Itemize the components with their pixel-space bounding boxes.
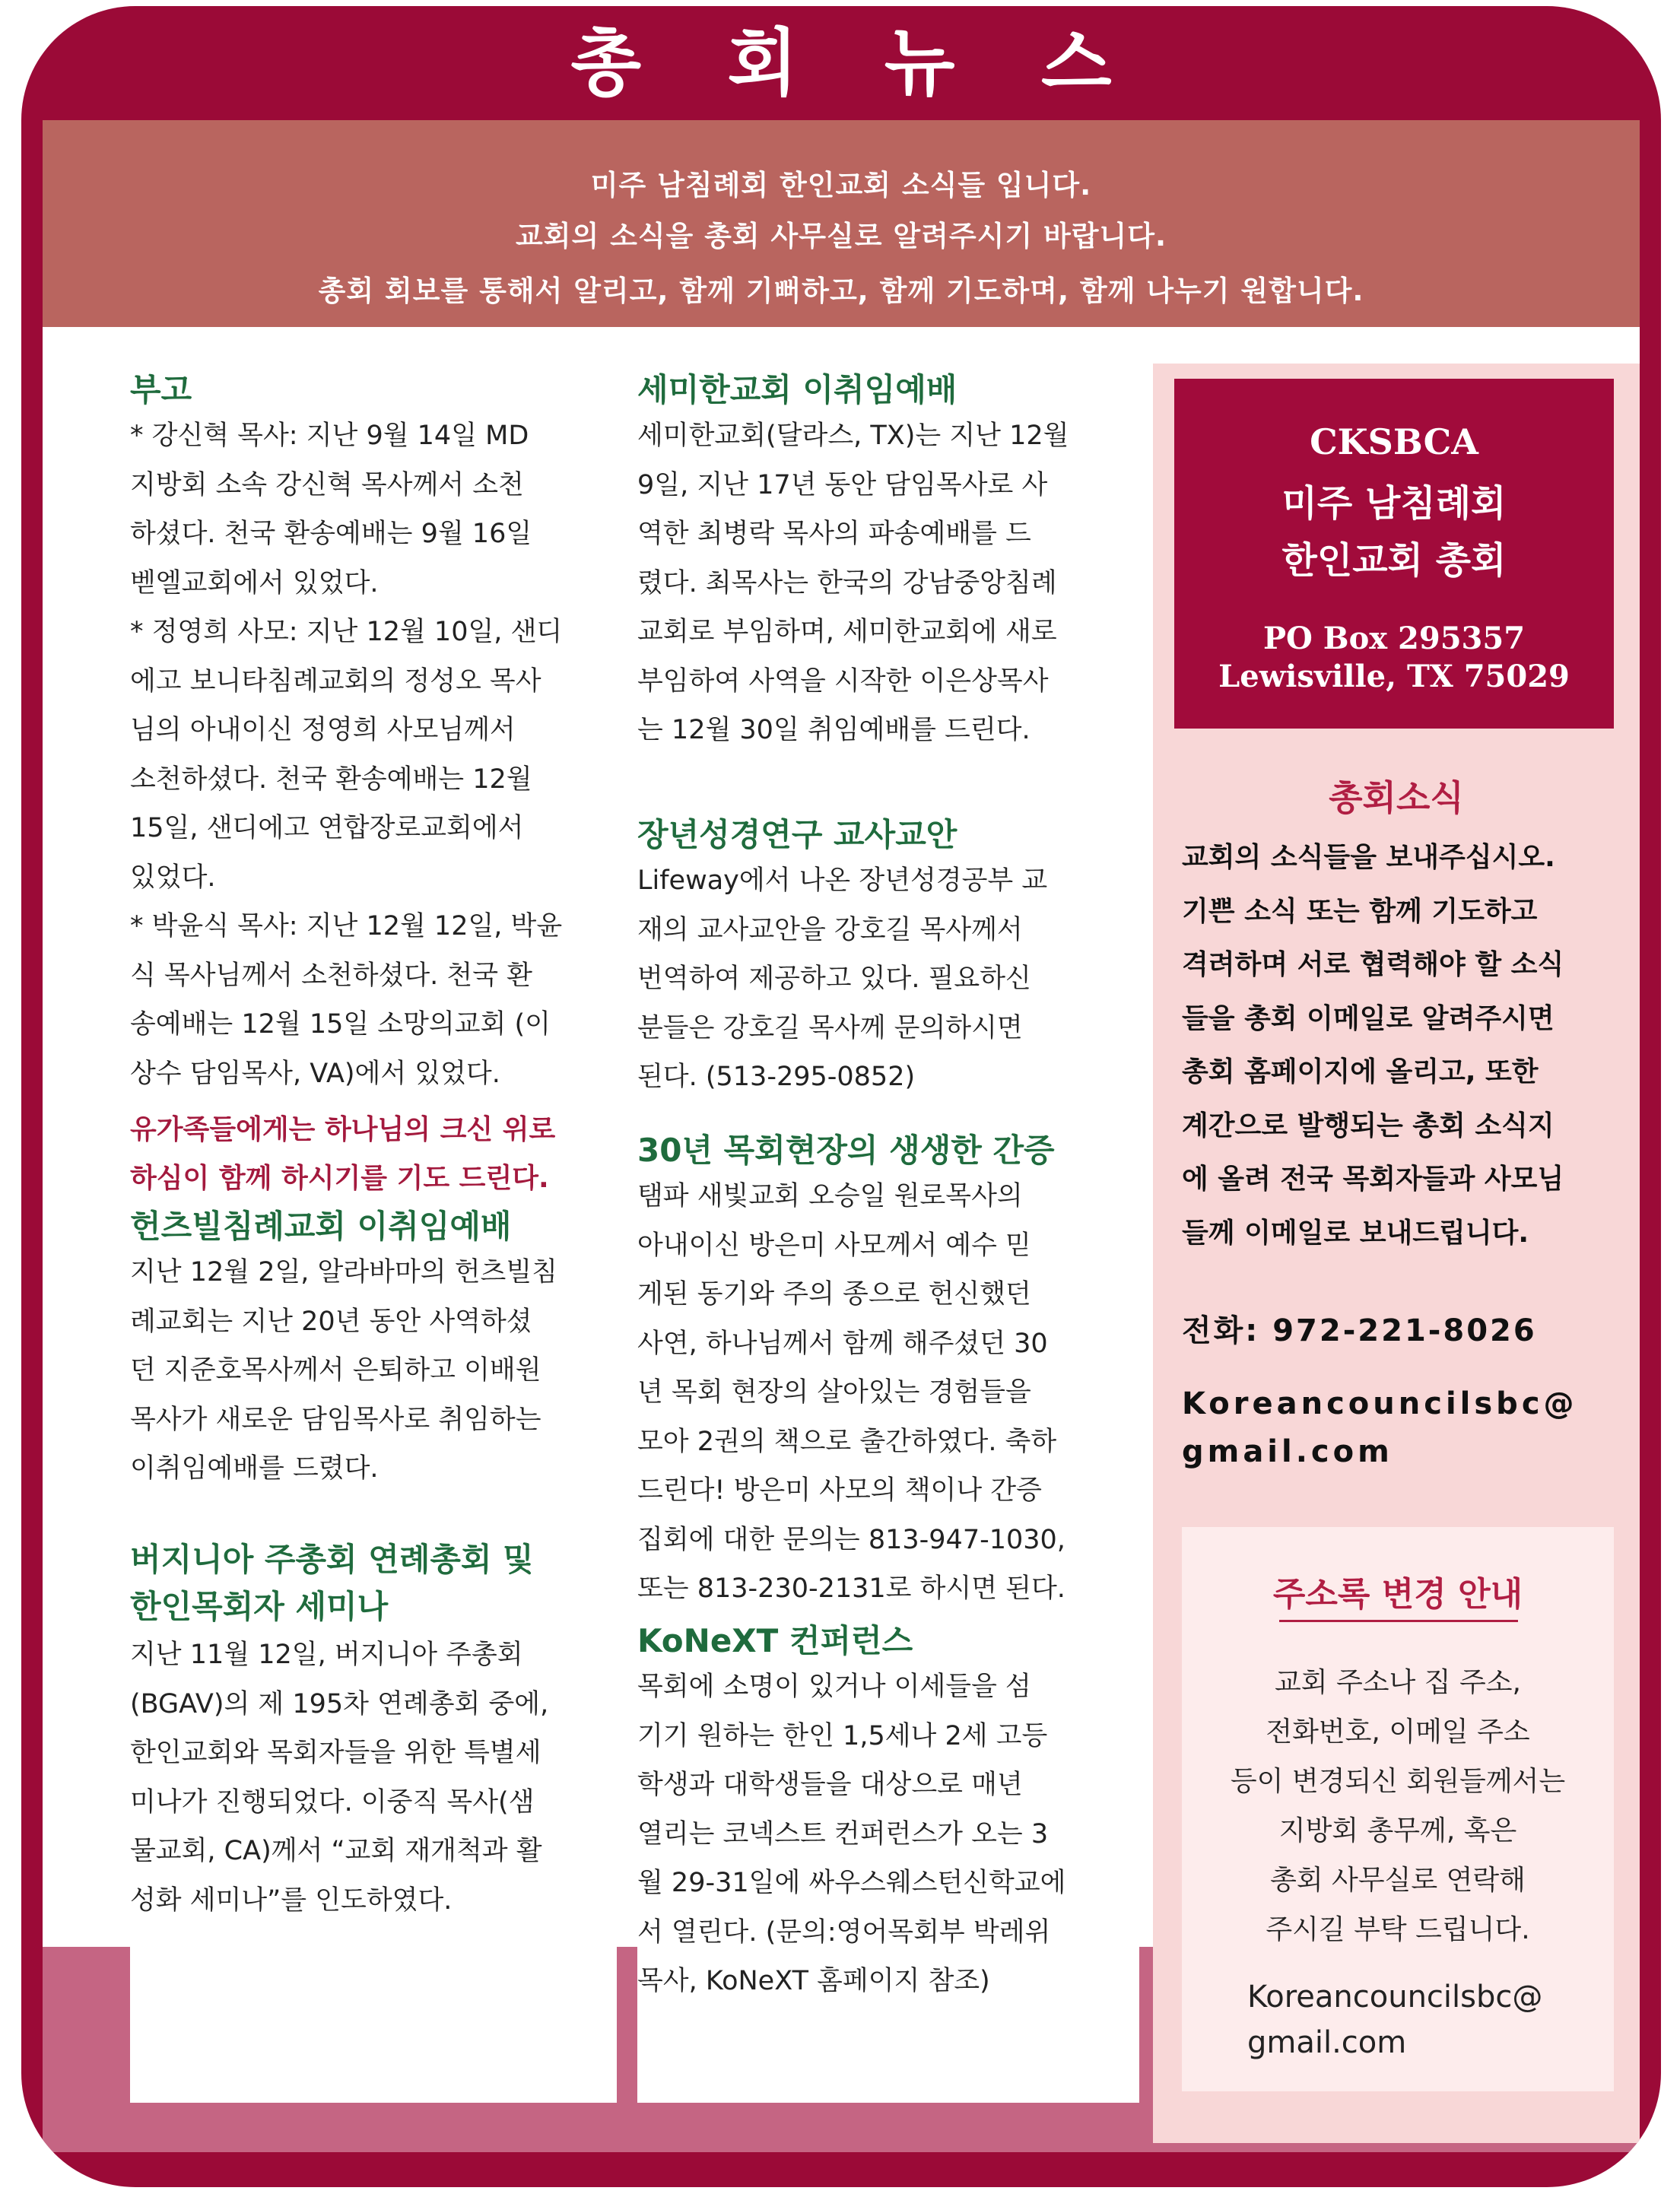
news-line: 총회 홈페이지에 올리고, 또한 (1182, 1056, 1539, 1087)
obituary-line: 15일, 샌디에고 연합장로교회에서 (130, 813, 524, 843)
virginia-line: 미나가 진행되었다. 이중직 목사(샘 (130, 1786, 535, 1818)
obituary-line: 소천하셨다. 천국 환송예배는 12월 (130, 764, 532, 795)
obituary-line: 님의 아내이신 정영희 사모님께서 (130, 715, 516, 745)
huntsville-line: 례교회는 지난 20년 동안 사역하셨 (130, 1306, 532, 1337)
address-change-line: 교회 주소나 집 주소, (1275, 1667, 1521, 1698)
address-email-line-2[interactable]: gmail.com (1247, 2025, 1407, 2060)
testimony-line: 모아 2권의 책으로 출간하였다. 축하 (637, 1426, 1057, 1457)
obituary-line: 상수 담임목사, VA)에서 있었다. (130, 1058, 500, 1089)
news-heading: 총회소식 (1329, 777, 1464, 818)
obituary-line: 에고 보니타침례교회의 정성오 목사 (130, 665, 541, 697)
konext-line: 목사, KoNeXT 홈페이지 참조) (637, 1966, 990, 1996)
address-change-line: 지방회 총무께, 혹은 (1278, 1815, 1517, 1846)
konext-line: 학생과 대학생들을 대상으로 매년 (637, 1770, 1023, 1800)
virginia-line: 지난 11월 12일, 버지니아 주총회 (130, 1640, 523, 1670)
konext-section (637, 1620, 1139, 2006)
obituary-section (130, 369, 617, 1203)
testimony-text (637, 1172, 1139, 1614)
testimony-line: 또는 813-230-2131로 하시면 된다. (637, 1573, 1065, 1604)
condolence-line-2: 하심이 함께 하시기를 기도 드린다. (130, 1163, 549, 1194)
obituary-line: * 강신혁 목사: 지난 9월 14일 MD (130, 421, 529, 451)
huntsville-line: 던 지준호목사께서 은퇴하고 이배원 (130, 1355, 541, 1386)
address-change-box (1182, 1527, 1614, 2091)
address-change-line: 주시길 부탁 드립니다. (1266, 1914, 1530, 1945)
konext-line: 서 열린다. (문의:영어목회부 박레위 (637, 1916, 1051, 1948)
semihan-line: 는 12월 30일 취임예배를 드린다. (637, 715, 1031, 745)
konext-line: 열리는 코넥스트 컨퍼런스가 오는 3 (637, 1818, 1049, 1850)
news-line: 에 올려 전국 목회자들과 사모님 (1182, 1164, 1564, 1195)
konext-heading: KoNeXT 컨퍼런스 (637, 1622, 913, 1659)
lifeway-line: 분들은 강호길 목사께 문의하시면 (637, 1012, 1023, 1043)
obituary-line: 벧엘교회에서 있었다. (130, 567, 379, 599)
address-change-line: 전화번호, 이메일 주소 (1266, 1716, 1530, 1748)
virginia-line: 한인교회와 목회자들을 위한 특별세 (130, 1738, 541, 1768)
email-line-2[interactable]: gmail.com (1182, 1434, 1393, 1469)
org-box (1174, 379, 1614, 729)
masthead (21, 6, 1661, 120)
intro-band (43, 120, 1640, 327)
testimony-line: 집회에 대한 문의는 813-947-1030, (637, 1524, 1065, 1555)
lifeway-section (637, 814, 1139, 1102)
lifeway-line: 번역하여 제공하고 있다. 필요하신 (637, 964, 1031, 994)
testimony-line: 드린다! 방은미 사모의 책이나 간증 (637, 1475, 1042, 1506)
testimony-line: 사연, 하나님께서 함께 해주셨던 30 (637, 1328, 1048, 1359)
huntsville-line: 이취임예배를 드렸다. (130, 1453, 379, 1484)
org-address-2: Lewisville, TX 75029 (1218, 659, 1570, 694)
email-line-1[interactable]: Koreancouncilsbc@ (1182, 1386, 1578, 1421)
news-line: 기쁜 소식 또는 함께 기도하고 (1182, 895, 1538, 927)
semihan-line: 교회로 부임하며, 세미한교회에 새로 (637, 617, 1057, 647)
lifeway-text (637, 856, 1139, 1102)
intro-line-1: 미주 남침례회 한인교회 소식들 입니다. (590, 169, 1092, 202)
huntsville-text (130, 1248, 617, 1494)
news-line: 들을 총회 이메일로 알려주시면 (1182, 1002, 1555, 1034)
testimony-line: 아내이신 방은미 사모께서 예수 믿 (637, 1230, 1031, 1261)
testimony-line: 게된 동기와 주의 종으로 헌신했던 (637, 1279, 1031, 1310)
phone-number: 전화: 972-221-8026 (1182, 1313, 1537, 1348)
obituary-heading: 부고 (130, 371, 192, 408)
semihan-section (637, 369, 1139, 755)
obituary-line: 지방회 소속 강신혁 목사께서 소천 (130, 469, 524, 500)
semihan-line: 역한 최병락 목사의 파송예배를 드 (637, 519, 1031, 549)
obituary-line: * 정영희 사모: 지난 12월 10일, 샌디 (130, 617, 563, 647)
address-change-text (1182, 1658, 1614, 1954)
obituary-text (130, 411, 617, 1098)
obituary-line: 있었다. (130, 862, 216, 893)
sidebar (1153, 364, 1640, 2143)
virginia-line: 성화 세미나”를 인도하였다. (130, 1884, 453, 1916)
news-line: 교회의 소식들을 보내주십시오. (1182, 842, 1555, 873)
semihan-line: 9일, 지난 17년 동안 담임목사로 사 (637, 469, 1048, 500)
huntsville-line: 목사가 새로운 담임목사로 취임하는 (130, 1404, 541, 1435)
condolence-line-1: 유가족들에게는 하나님의 크신 위로 (130, 1114, 556, 1145)
huntsville-section (130, 1205, 617, 1494)
lifeway-line: 재의 교사교안을 강호길 목사께서 (637, 914, 1023, 945)
semihan-heading: 세미한교회 이취임예배 (637, 371, 958, 408)
content-area (43, 327, 1640, 2152)
virginia-line: 물교회, CA)께서 “교회 재개척과 활 (130, 1836, 542, 1866)
news-line: 계간으로 발행되는 총회 소식지 (1182, 1110, 1555, 1141)
konext-line: 기기 원하는 한인 1,5세나 2세 고등 (637, 1720, 1048, 1751)
lifeway-heading: 장년성경연구 교사교안 (637, 816, 958, 853)
obituary-line: 하셨다. 천국 환송예배는 9월 16일 (130, 519, 532, 549)
column-1 (130, 369, 617, 2103)
news-line: 들께 이메일로 보내드립니다. (1182, 1217, 1529, 1249)
obituary-line: * 박윤식 목사: 지난 12월 12일, 박윤 (130, 911, 563, 941)
obituary-line: 식 목사님께서 소천하셨다. 천국 환 (130, 960, 532, 991)
virginia-heading-1: 버지니아 주총회 연례총회 및 (130, 1541, 534, 1578)
org-name-1: 미주 남침례회 (1281, 482, 1507, 525)
lifeway-line: 된다. (513-295-0852) (637, 1062, 916, 1092)
address-change-heading: 주소록 변경 안내 (1272, 1575, 1523, 1614)
address-change-line: 등이 변경되신 회원들께서는 (1230, 1766, 1566, 1797)
semihan-line: 부임하여 사역을 시작한 이은상목사 (637, 665, 1049, 697)
virginia-text (130, 1630, 617, 1925)
org-address-1: PO Box 295357 (1262, 621, 1526, 656)
huntsville-line: 지난 12월 2일, 알라바마의 헌츠빌침 (130, 1257, 557, 1288)
testimony-line: 탬파 새빛교회 오승일 원로목사의 (637, 1181, 1023, 1211)
testimony-section (637, 1129, 1139, 1614)
intro-line-3: 총회 회보를 통해서 알리고, 함께 기뻐하고, 함께 기도하며, 함께 나누기 원합니다. (318, 275, 1364, 307)
column-2 (637, 369, 1139, 2103)
testimony-heading: 30년 목회현장의 생생한 간증 (637, 1132, 1055, 1169)
semihan-line: 렸다. 최목사는 한국의 강남중앙침례 (637, 567, 1057, 599)
news-line: 격려하며 서로 협력해야 할 소식 (1182, 949, 1564, 980)
heading-underline (1279, 1620, 1518, 1622)
address-change-line: 총회 사무실로 연락해 (1270, 1865, 1526, 1896)
address-email-line-1[interactable]: Koreancouncilsbc@ (1247, 1980, 1543, 2015)
newsletter-frame (21, 6, 1661, 2187)
org-abbr: CKSBCA (1310, 421, 1478, 462)
virginia-section (130, 1536, 617, 1925)
huntsville-heading: 헌츠빌침례교회 이취임예배 (130, 1208, 512, 1245)
obituary-line: 송예배는 12월 15일 소망의교회 (이 (130, 1009, 551, 1040)
news-text (1182, 831, 1615, 1260)
lifeway-line: Lifeway에서 나온 장년성경공부 교 (637, 865, 1048, 896)
newsletter-title: 총 회 뉴 스 (570, 21, 1142, 106)
virginia-line: (BGAV)의 제 195차 연례총회 중에, (130, 1688, 549, 1719)
intro-line-2: 교회의 소식을 총회 사무실로 알려주시기 바랍니다. (515, 220, 1167, 252)
konext-line: 월 29-31일에 싸우스웨스턴신학교에 (637, 1868, 1066, 1898)
konext-line: 목회에 소명이 있거나 이세들을 섬 (637, 1672, 1031, 1702)
semihan-line: 세미한교회(달라스, TX)는 지난 12월 (637, 421, 1069, 451)
konext-text (637, 1662, 1139, 2006)
testimony-line: 년 목회 현장의 살아있는 경험들을 (637, 1377, 1031, 1408)
virginia-heading-2: 한인목회자 세미나 (130, 1588, 389, 1625)
org-name-2: 한인교회 총회 (1281, 539, 1507, 582)
semihan-text (637, 411, 1139, 755)
